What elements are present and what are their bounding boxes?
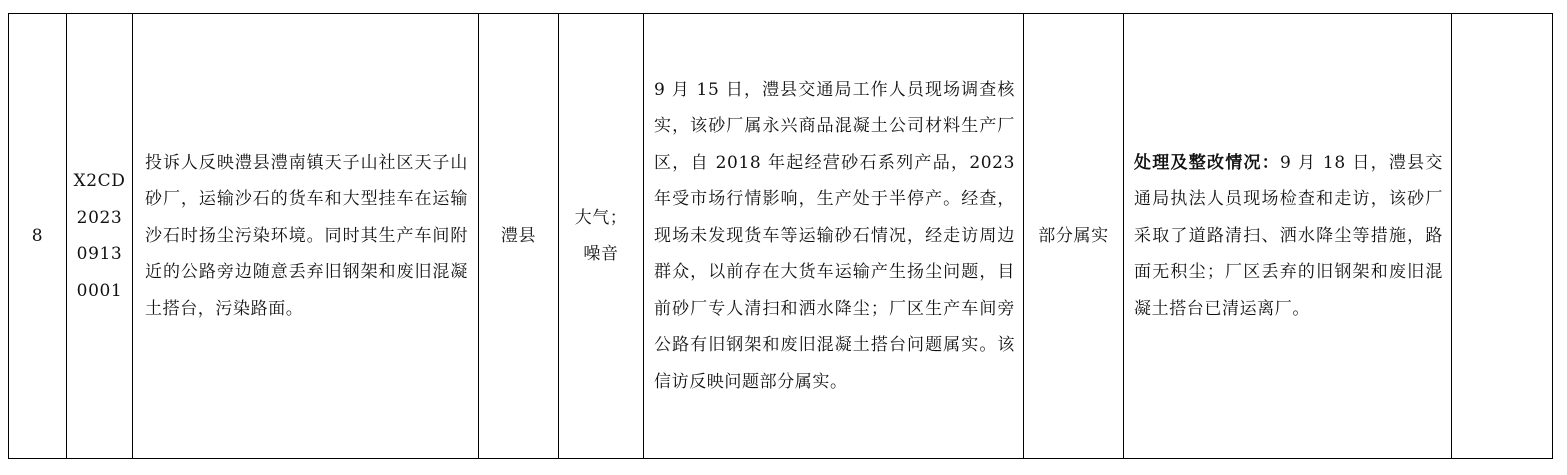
table-row (9, 14, 1553, 459)
handling-label: 处理及整改情况： (1134, 152, 1280, 173)
region-cell (479, 14, 559, 459)
case-id-line: 0001 (76, 280, 123, 301)
pollution-type-cell (559, 14, 644, 459)
notes-cell (1452, 14, 1553, 459)
investigation-result: 9 月 15 日，澧县交通局工作人员现场调查核实，该砂厂属永兴商品混凝土公司材料生产厂区，自 2018 年起经营砂石系列产品，2023 年受市场行情影响，生产处于半停产。经查，现场未发现货车等运输砂石情况，经走访周边群众，以前存在大货车运输产生扬尘问题，目前砂厂专人清扫和洒水降尘；厂区生产车间旁公路有旧钢架和废旧混凝土搭台问题属实。该信访反映问题部分属实。 (654, 79, 1015, 392)
verdict-cell (1024, 14, 1124, 459)
case-id-cell (67, 14, 133, 459)
handling-cell (1124, 14, 1452, 459)
row-index-cell (9, 14, 67, 459)
handling-text: 9 月 18 日，澧县交通局执法人员现场检查和走访，该砂厂采取了道路清扫、洒水降尘等措施，路面无积尘；厂区丢弃的旧钢架和废旧混凝土搭台已清运离厂。 (1134, 152, 1443, 319)
pollution-type-line: 大气； (574, 207, 628, 228)
complaint-content: 投诉人反映澧县澧南镇天子山社区天子山砂厂，运输沙石的货车和大型挂车在运输沙石时扬尘污染环境。同时其生产车间附近的公路旁边随意丢弃旧钢架和废旧混凝土搭台，污染路面。 (145, 152, 468, 319)
case-id-line: 0913 (76, 244, 123, 264)
case-id-line: 2023 (76, 207, 123, 228)
case-id-line: X2CD (73, 171, 126, 191)
pollution-type-line: 噪音 (583, 244, 619, 264)
verdict: 部分属实 (1038, 225, 1109, 246)
region: 澧县 (500, 225, 537, 246)
row-index: 8 (31, 225, 44, 246)
investigation-cell (644, 14, 1024, 459)
complaint-content-cell (133, 14, 479, 459)
complaint-table (8, 13, 1553, 459)
